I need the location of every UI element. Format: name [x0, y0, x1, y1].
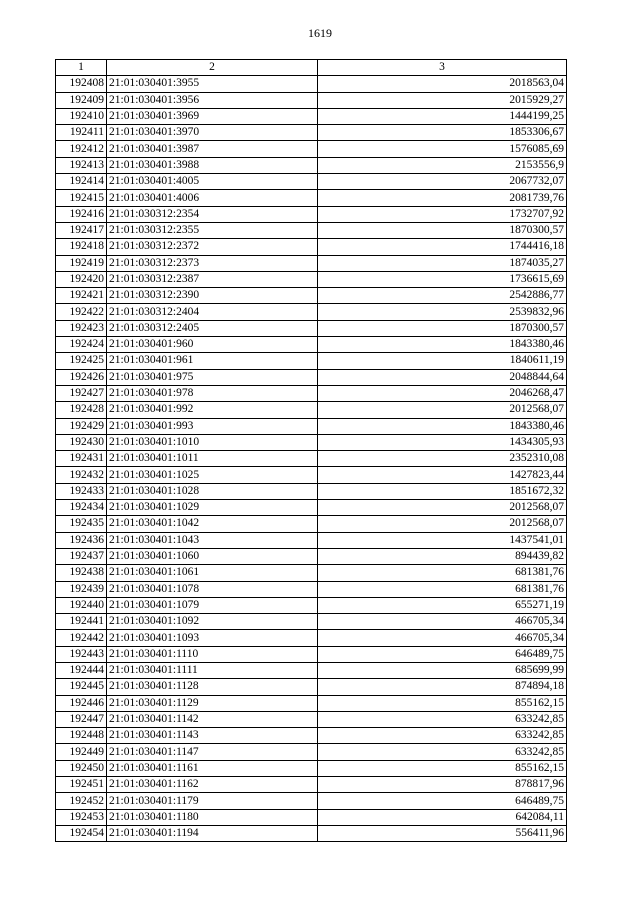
table-row — [56, 190, 567, 206]
value-cell: 1427823,44 — [318, 467, 567, 483]
cadastral-number-cell: 21:01:030401:1180 — [107, 809, 318, 825]
row-number-cell: 192433 — [56, 483, 107, 499]
table-row — [56, 744, 567, 760]
row-number-cell: 192443 — [56, 646, 107, 662]
value-cell: 1851672,32 — [318, 483, 567, 499]
table-row — [56, 337, 567, 353]
table-row — [56, 353, 567, 369]
table-row — [56, 385, 567, 401]
cadastral-number-cell: 21:01:030401:1042 — [107, 516, 318, 532]
table-row — [56, 304, 567, 320]
cadastral-number-cell: 21:01:030312:2390 — [107, 288, 318, 304]
cadastral-number-cell: 21:01:030401:3956 — [107, 92, 318, 108]
value-cell: 1870300,57 — [318, 320, 567, 336]
table-row — [56, 141, 567, 157]
value-cell: 1576085,69 — [318, 141, 567, 157]
row-number-cell: 192422 — [56, 304, 107, 320]
cadastral-number-cell: 21:01:030401:960 — [107, 337, 318, 353]
row-number-cell: 192437 — [56, 548, 107, 564]
table-row — [56, 206, 567, 222]
table-row — [56, 809, 567, 825]
row-number-cell: 192438 — [56, 565, 107, 581]
cadastral-number-cell: 21:01:030401:975 — [107, 369, 318, 385]
value-cell: 855162,15 — [318, 695, 567, 711]
row-number-cell: 192415 — [56, 190, 107, 206]
row-number-cell: 192419 — [56, 255, 107, 271]
value-cell: 556411,96 — [318, 825, 567, 841]
table-row — [56, 108, 567, 124]
table-row — [56, 500, 567, 516]
value-cell: 633242,85 — [318, 744, 567, 760]
cadastral-number-cell: 21:01:030312:2373 — [107, 255, 318, 271]
row-number-cell: 192442 — [56, 630, 107, 646]
table-row — [56, 679, 567, 695]
cadastral-number-cell: 21:01:030401:3988 — [107, 157, 318, 173]
cadastral-number-cell: 21:01:030401:1028 — [107, 483, 318, 499]
table-row — [56, 630, 567, 646]
table-row — [56, 174, 567, 190]
row-number-cell: 192435 — [56, 516, 107, 532]
cadastral-number-cell: 21:01:030312:2387 — [107, 271, 318, 287]
value-cell: 2539832,96 — [318, 304, 567, 320]
row-number-cell: 192449 — [56, 744, 107, 760]
value-cell: 2352310,08 — [318, 451, 567, 467]
cadastral-number-cell: 21:01:030401:978 — [107, 385, 318, 401]
table-row — [56, 369, 567, 385]
table-row — [56, 516, 567, 532]
cadastral-number-cell: 21:01:030401:1110 — [107, 646, 318, 662]
cadastral-number-cell: 21:01:030401:1129 — [107, 695, 318, 711]
table-row — [56, 271, 567, 287]
value-cell: 1437541,01 — [318, 532, 567, 548]
row-number-cell: 192446 — [56, 695, 107, 711]
value-cell: 2081739,76 — [318, 190, 567, 206]
cadastral-number-cell: 21:01:030401:1142 — [107, 711, 318, 727]
cadastral-number-cell: 21:01:030401:3970 — [107, 125, 318, 141]
value-cell: 878817,96 — [318, 777, 567, 793]
cadastral-number-cell: 21:01:030401:1161 — [107, 760, 318, 776]
cadastral-number-cell: 21:01:030401:993 — [107, 418, 318, 434]
table-row — [56, 793, 567, 809]
row-number-cell: 192448 — [56, 728, 107, 744]
table-row — [56, 646, 567, 662]
table-body — [56, 76, 567, 842]
table-row — [56, 548, 567, 564]
value-cell: 2048844,64 — [318, 369, 567, 385]
table-row — [56, 728, 567, 744]
value-cell: 466705,34 — [318, 630, 567, 646]
table-row — [56, 434, 567, 450]
value-cell: 646489,75 — [318, 793, 567, 809]
cadastral-number-cell: 21:01:030401:3955 — [107, 76, 318, 92]
cadastral-number-cell: 21:01:030401:1060 — [107, 548, 318, 564]
table-row — [56, 157, 567, 173]
cadastral-number-cell: 21:01:030401:1143 — [107, 728, 318, 744]
value-cell: 1444199,25 — [318, 108, 567, 124]
table-row — [56, 239, 567, 255]
cadastral-number-cell: 21:01:030401:1111 — [107, 662, 318, 678]
cadastral-number-cell: 21:01:030401:1128 — [107, 679, 318, 695]
cadastral-number-cell: 21:01:030401:1043 — [107, 532, 318, 548]
value-cell: 1874035,27 — [318, 255, 567, 271]
row-number-cell: 192420 — [56, 271, 107, 287]
table-row — [56, 614, 567, 630]
cadastral-number-cell: 21:01:030401:4005 — [107, 174, 318, 190]
column-header-2: 2 — [107, 60, 318, 76]
value-cell: 655271,19 — [318, 597, 567, 613]
row-number-cell: 192445 — [56, 679, 107, 695]
row-number-cell: 192421 — [56, 288, 107, 304]
row-number-cell: 192408 — [56, 76, 107, 92]
value-cell: 642084,11 — [318, 809, 567, 825]
value-cell: 2012568,07 — [318, 402, 567, 418]
value-cell: 2542886,77 — [318, 288, 567, 304]
table-row — [56, 597, 567, 613]
row-number-cell: 192440 — [56, 597, 107, 613]
table-row — [56, 222, 567, 238]
value-cell: 1732707,92 — [318, 206, 567, 222]
value-cell: 685699,99 — [318, 662, 567, 678]
cadastral-number-cell: 21:01:030312:2354 — [107, 206, 318, 222]
value-cell: 855162,15 — [318, 760, 567, 776]
cadastral-number-cell: 21:01:030312:2372 — [107, 239, 318, 255]
cadastral-number-cell: 21:01:030401:1092 — [107, 614, 318, 630]
table-row — [56, 565, 567, 581]
row-number-cell: 192453 — [56, 809, 107, 825]
row-number-cell: 192434 — [56, 500, 107, 516]
value-cell: 1736615,69 — [318, 271, 567, 287]
value-cell: 681381,76 — [318, 565, 567, 581]
table-row — [56, 825, 567, 841]
row-number-cell: 192414 — [56, 174, 107, 190]
table-row — [56, 760, 567, 776]
value-cell: 2153556,9 — [318, 157, 567, 173]
cadastral-number-cell: 21:01:030401:3987 — [107, 141, 318, 157]
cadastral-number-cell: 21:01:030312:2404 — [107, 304, 318, 320]
row-number-cell: 192426 — [56, 369, 107, 385]
row-number-cell: 192439 — [56, 581, 107, 597]
value-cell: 2012568,07 — [318, 516, 567, 532]
table-row — [56, 777, 567, 793]
cadastral-number-cell: 21:01:030401:1029 — [107, 500, 318, 516]
row-number-cell: 192430 — [56, 434, 107, 450]
value-cell: 2018563,04 — [318, 76, 567, 92]
row-number-cell: 192428 — [56, 402, 107, 418]
row-number-cell: 192441 — [56, 614, 107, 630]
row-number-cell: 192409 — [56, 92, 107, 108]
column-header-1: 1 — [56, 60, 107, 76]
cadastral-number-cell: 21:01:030401:1079 — [107, 597, 318, 613]
row-number-cell: 192444 — [56, 662, 107, 678]
value-cell: 2067732,07 — [318, 174, 567, 190]
cadastral-number-cell: 21:01:030401:1179 — [107, 793, 318, 809]
row-number-cell: 192431 — [56, 451, 107, 467]
cadastral-number-cell: 21:01:030312:2405 — [107, 320, 318, 336]
value-cell: 466705,34 — [318, 614, 567, 630]
value-cell: 2046268,47 — [318, 385, 567, 401]
row-number-cell: 192411 — [56, 125, 107, 141]
cadastral-number-cell: 21:01:030401:1093 — [107, 630, 318, 646]
row-number-cell: 192427 — [56, 385, 107, 401]
table-row — [56, 255, 567, 271]
row-number-cell: 192425 — [56, 353, 107, 369]
table-row — [56, 695, 567, 711]
row-number-cell: 192452 — [56, 793, 107, 809]
cadastral-number-cell: 21:01:030401:1025 — [107, 467, 318, 483]
value-cell: 633242,85 — [318, 728, 567, 744]
row-number-cell: 192416 — [56, 206, 107, 222]
cadastral-number-cell: 21:01:030401:1011 — [107, 451, 318, 467]
row-number-cell: 192410 — [56, 108, 107, 124]
row-number-cell: 192412 — [56, 141, 107, 157]
table-row — [56, 662, 567, 678]
table-row — [56, 711, 567, 727]
cadastral-number-cell: 21:01:030401:961 — [107, 353, 318, 369]
value-cell: 874894,18 — [318, 679, 567, 695]
row-number-cell: 192417 — [56, 222, 107, 238]
value-cell: 2015929,27 — [318, 92, 567, 108]
value-cell: 1744416,18 — [318, 239, 567, 255]
table-row — [56, 402, 567, 418]
row-number-cell: 192413 — [56, 157, 107, 173]
value-cell: 1853306,67 — [318, 125, 567, 141]
row-number-cell: 192436 — [56, 532, 107, 548]
cadastral-number-cell: 21:01:030401:1147 — [107, 744, 318, 760]
cadastral-number-cell: 21:01:030401:1194 — [107, 825, 318, 841]
cadastral-number-cell: 21:01:030312:2355 — [107, 222, 318, 238]
table-row — [56, 288, 567, 304]
value-cell: 646489,75 — [318, 646, 567, 662]
value-cell: 633242,85 — [318, 711, 567, 727]
value-cell: 1843380,46 — [318, 418, 567, 434]
cadastral-number-cell: 21:01:030401:992 — [107, 402, 318, 418]
row-number-cell: 192450 — [56, 760, 107, 776]
row-number-cell: 192418 — [56, 239, 107, 255]
table-row — [56, 483, 567, 499]
cadastral-number-cell: 21:01:030401:1010 — [107, 434, 318, 450]
value-cell: 1434305,93 — [318, 434, 567, 450]
table-row — [56, 581, 567, 597]
cadastral-number-cell: 21:01:030401:3969 — [107, 108, 318, 124]
value-cell: 681381,76 — [318, 581, 567, 597]
table-row — [56, 320, 567, 336]
table-row — [56, 76, 567, 92]
cadastral-number-cell: 21:01:030401:4006 — [107, 190, 318, 206]
value-cell: 1870300,57 — [318, 222, 567, 238]
table-row — [56, 451, 567, 467]
value-cell: 1840611,19 — [318, 353, 567, 369]
table-row — [56, 92, 567, 108]
row-number-cell: 192451 — [56, 777, 107, 793]
cadastral-number-cell: 21:01:030401:1061 — [107, 565, 318, 581]
cadastral-number-cell: 21:01:030401:1078 — [107, 581, 318, 597]
row-number-cell: 192447 — [56, 711, 107, 727]
value-cell: 1843380,46 — [318, 337, 567, 353]
row-number-cell: 192432 — [56, 467, 107, 483]
row-number-cell: 192423 — [56, 320, 107, 336]
row-number-cell: 192429 — [56, 418, 107, 434]
data-table — [55, 59, 567, 842]
value-cell: 894439,82 — [318, 548, 567, 564]
page-number: 1619 — [308, 26, 332, 40]
table-row — [56, 125, 567, 141]
cadastral-number-cell: 21:01:030401:1162 — [107, 777, 318, 793]
table-row — [56, 467, 567, 483]
column-header-3: 3 — [318, 60, 567, 76]
row-number-cell: 192454 — [56, 825, 107, 841]
table-row — [56, 532, 567, 548]
table-row — [56, 418, 567, 434]
header-row — [56, 60, 567, 76]
row-number-cell: 192424 — [56, 337, 107, 353]
value-cell: 2012568,07 — [318, 500, 567, 516]
